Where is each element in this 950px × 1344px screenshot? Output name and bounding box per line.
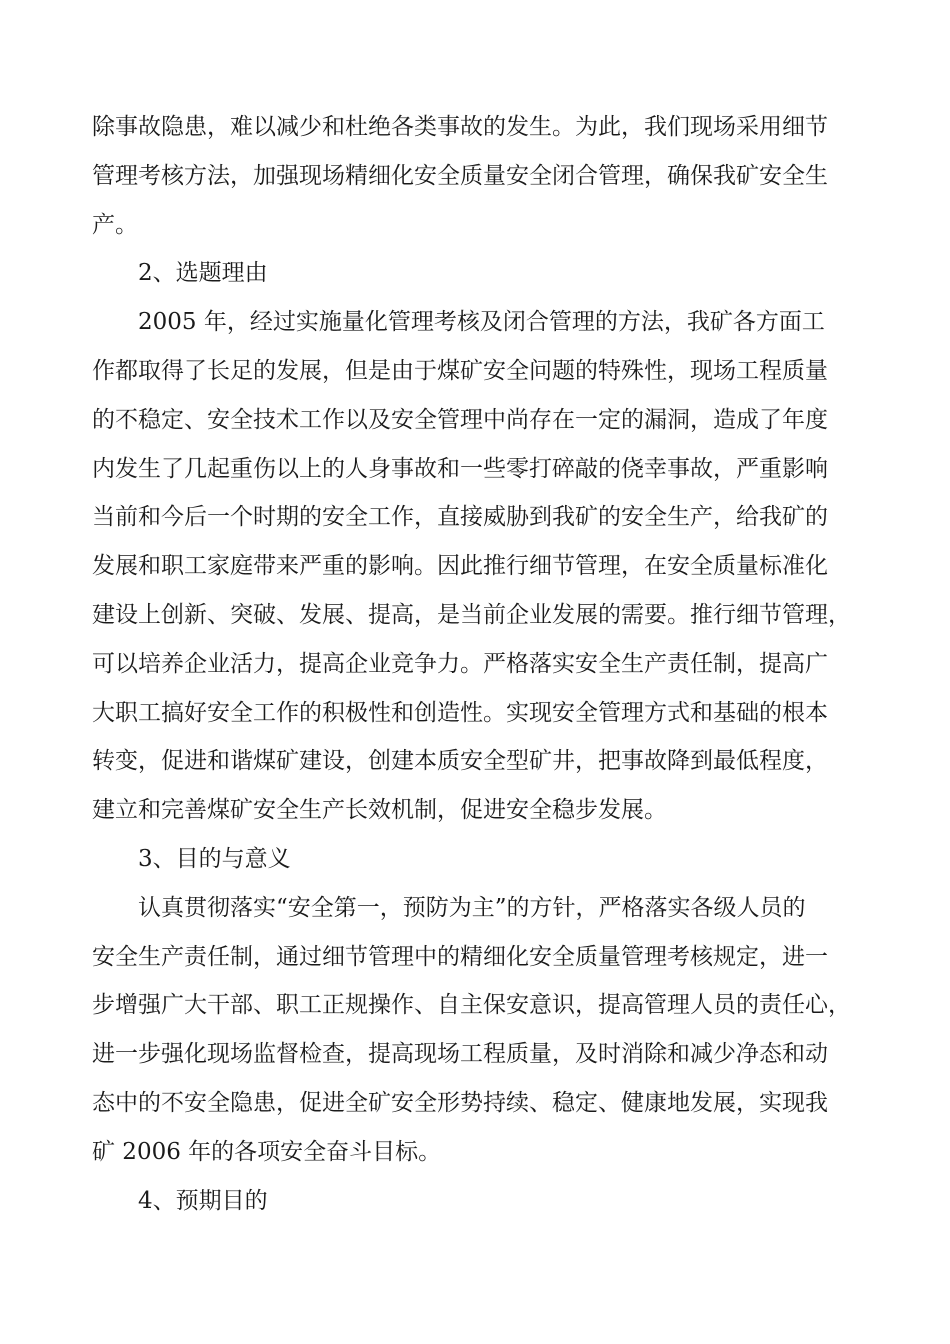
section-heading-purpose-significance: 3、目的与意义 [138,845,291,872]
text-line: 建设上创新、突破、发展、提高，是当前企业发展的需要。推行细节管理， [92,601,851,628]
text-line: 矿 2006 年的各项安全奋斗目标。 [92,1138,442,1165]
text-line: 转变，促进和谐煤矿建设，创建本质安全型矿井，把事故降到最低程度， [92,748,828,775]
paragraph-intro-continuation [92,103,882,249]
text-line: 大职工搞好安全工作的积极性和创造性。实现安全管理方式和基础的根本 [92,699,828,726]
document-body [92,103,882,1225]
text-line: 态中的不安全隐患，促进全矿安全形势持续、稳定、健康地发展，实现我 [92,1089,828,1116]
text-line: 安全生产责任制，通过细节管理中的精细化安全质量管理考核规定，进一 [92,943,828,970]
text-line: 除事故隐患，难以减少和杜绝各类事故的发生。为此，我们现场采用细节 [92,114,828,140]
section-heading-topic-reason: 2、选题理由 [138,260,268,287]
text-line: 当前和今后一个时期的安全工作，直接威胁到我矿的安全生产，给我矿的 [92,504,828,531]
text-line: 内发生了几起重伤以上的人身事故和一些零打碎敲的侥幸事故，严重影响 [92,455,828,482]
text-line: 步增强广大干部、职工正规操作、自主保安意识，提高管理人员的责任心， [92,992,851,1019]
paragraph-topic-reason [92,298,882,835]
text-line: 作都取得了长足的发展，但是由于煤矿安全问题的特殊性，现场工程质量 [92,357,828,384]
text-line: 发展和职工家庭带来严重的影响。因此推行细节管理，在安全质量标准化 [92,553,828,580]
text-line: 进一步强化现场监督检查，提高现场工程质量，及时消除和减少净态和动 [92,1041,828,1068]
text-line: 认真贯彻落实“安全第一，预防为主”的方针，严格落实各级人员的 [138,894,806,921]
text-line: 的不稳定、安全技术工作以及安全管理中尚存在一定的漏洞，造成了年度 [92,406,828,433]
paragraph-purpose-significance [92,884,882,1177]
text-line: 可以培养企业活力，提高企业竞争力。严格落实安全生产责任制，提高广 [92,650,828,677]
text-line: 产。 [92,211,138,238]
section-heading-expected-goal: 4、预期目的 [138,1187,268,1214]
text-line: 管理考核方法，加强现场精细化安全质量安全闭合管理，确保我矿安全生 [92,162,828,189]
text-line: 2005 年，经过实施量化管理考核及闭合管理的方法，我矿各方面工 [138,309,825,336]
text-line: 建立和完善煤矿安全生产长效机制，促进安全稳步发展。 [92,797,667,824]
